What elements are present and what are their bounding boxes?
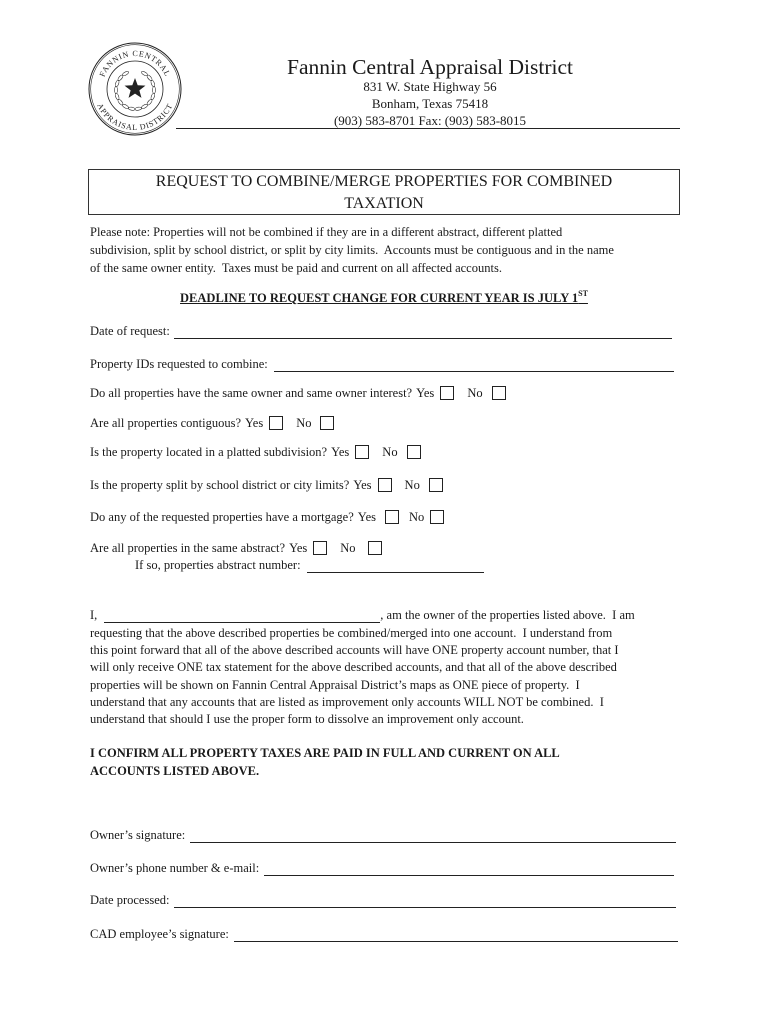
laurel-leaf — [150, 80, 155, 87]
statement-first-line — [90, 607, 635, 623]
date-of-request-label: Date of request: — [90, 324, 170, 338]
question-text: Is the property located in a platted subdivision? — [90, 445, 328, 459]
laurel-leaf — [115, 87, 118, 94]
owner-signature-label: Owner’s signature: — [90, 828, 186, 842]
seal-top-text-path: FANNIN CENTRAL — [97, 48, 173, 79]
seal-bottom-text-path: APPRAISAL DISTRICT — [95, 101, 175, 133]
abstract-number-row — [135, 557, 484, 573]
district-seal-logo — [88, 42, 182, 136]
yes-label: Yes — [353, 478, 372, 492]
abstract-number-field[interactable] — [307, 560, 484, 573]
note-line: of the same owner entity. Taxes must be paid and current on all affected accounts. — [90, 261, 502, 275]
street-address: 831 W. State Highway 56 — [363, 79, 497, 94]
city-state-zip: Bonham, Texas 75418 — [371, 96, 489, 111]
cad-employee-signature-field[interactable] — [234, 929, 678, 942]
laurel-leaf — [135, 107, 142, 111]
owner-contact-field[interactable] — [264, 863, 674, 876]
question-text: Are all properties contiguous? — [90, 416, 241, 430]
yes-label: Yes — [289, 541, 308, 555]
form-title-box — [88, 169, 680, 215]
date-processed-label: Date processed: — [90, 893, 170, 907]
yes-checkbox[interactable] — [355, 445, 369, 459]
statement-prefix: I, — [90, 608, 98, 622]
statement-line: properties will be shown on Fannin Central Appraisal District’s maps as ONE piece of property. I — [90, 678, 580, 692]
question-text: Are all properties in the same abstract? — [90, 541, 286, 555]
question-row — [90, 444, 421, 460]
owner-contact-row — [90, 860, 674, 876]
laurel-leaf — [128, 107, 135, 111]
laurel-leaf — [153, 87, 156, 94]
question-text: Is the property split by school district or city limits? — [90, 478, 350, 492]
yes-checkbox[interactable] — [440, 386, 454, 400]
property-ids-row — [90, 356, 674, 372]
question-row — [90, 540, 382, 556]
question-text: Do all properties have the same owner and same owner interest? — [90, 386, 413, 400]
date-processed-row — [90, 892, 676, 908]
statement-line: understand that should I use the proper form to dissolve an improvement only account. — [90, 712, 524, 726]
no-checkbox[interactable] — [368, 541, 382, 555]
cad-employee-signature-row — [90, 926, 678, 942]
question-row — [90, 477, 443, 493]
yes-label: Yes — [245, 416, 264, 430]
question-text: Do any of the requested properties have a mortgage? — [90, 510, 354, 524]
confirmation-line: ACCOUNTS LISTED ABOVE. — [90, 764, 260, 778]
star-icon — [125, 78, 146, 98]
yes-checkbox[interactable] — [385, 510, 399, 524]
date-processed-field[interactable] — [174, 895, 676, 908]
deadline-notice — [88, 290, 680, 306]
laurel-leaf — [115, 93, 120, 100]
cad-employee-signature-label: CAD employee’s signature: — [90, 927, 229, 941]
no-label: No — [467, 386, 483, 400]
statement-line: understand that any accounts that are listed as improvement only accounts WILL NOT be combined. I — [90, 695, 604, 709]
note-line: Please note: Properties will not be combined if they are in a different abstract, different platted — [90, 225, 563, 239]
property-ids-field[interactable] — [274, 359, 674, 372]
yes-checkbox[interactable] — [378, 478, 392, 492]
yes-label: Yes — [357, 510, 376, 524]
statement-line: will only receive ONE tax statement for the above described accounts, and that all of the above described — [90, 660, 617, 674]
question-row — [90, 509, 444, 525]
property-ids-label: Property IDs requested to combine: — [90, 357, 268, 371]
yes-label: Yes — [331, 445, 350, 459]
yes-checkbox[interactable] — [313, 541, 327, 555]
no-checkbox[interactable] — [320, 416, 334, 430]
form-title-line-2: TAXATION — [344, 195, 424, 212]
no-label: No — [382, 445, 398, 459]
abstract-number-label: If so, properties abstract number: — [135, 558, 301, 572]
deadline-text: DEADLINE TO REQUEST CHANGE FOR CURRENT YEAR IS JULY 1 — [180, 291, 579, 305]
no-checkbox[interactable] — [430, 510, 444, 524]
yes-checkbox[interactable] — [269, 416, 283, 430]
note-line: subdivision, split by school district, or split by city limits. Accounts must be contiguous and in the name — [90, 243, 614, 257]
header-divider — [176, 128, 680, 129]
question-row — [90, 415, 334, 431]
owner-signature-field[interactable] — [190, 830, 676, 843]
no-label: No — [296, 416, 312, 430]
question-row — [90, 385, 506, 401]
confirmation-line: I CONFIRM ALL PROPERTY TAXES ARE PAID IN FULL AND CURRENT ON ALL — [90, 746, 560, 760]
deadline-superscript: ST — [578, 289, 588, 298]
no-label: No — [409, 510, 425, 524]
yes-label: Yes — [416, 386, 435, 400]
no-checkbox[interactable] — [492, 386, 506, 400]
no-checkbox[interactable] — [407, 445, 421, 459]
owner-name-field[interactable] — [104, 610, 380, 623]
no-label: No — [404, 478, 420, 492]
no-label: No — [340, 541, 356, 555]
date-of-request-field[interactable] — [174, 326, 672, 339]
owner-signature-row — [90, 827, 676, 843]
form-title-line-1: REQUEST TO COMBINE/MERGE PROPERTIES FOR COMBINED — [155, 173, 613, 190]
phone-fax: (903) 583-8701 Fax: (903) 583-8015 — [333, 113, 527, 128]
no-checkbox[interactable] — [429, 478, 443, 492]
statement-first-line-text: , am the owner of the properties listed above. I am — [380, 608, 635, 622]
statement-line: this point forward that all of the above described accounts will have ONE property account number, that I — [90, 643, 619, 657]
date-of-request-row — [90, 323, 672, 339]
statement-line: requesting that the above described properties be combined/merged into one account. I understand from — [90, 626, 613, 640]
laurel-leaf — [122, 71, 129, 77]
organization-name: Fannin Central Appraisal District — [286, 55, 574, 79]
owner-contact-label: Owner’s phone number & e-mail: — [90, 861, 260, 875]
